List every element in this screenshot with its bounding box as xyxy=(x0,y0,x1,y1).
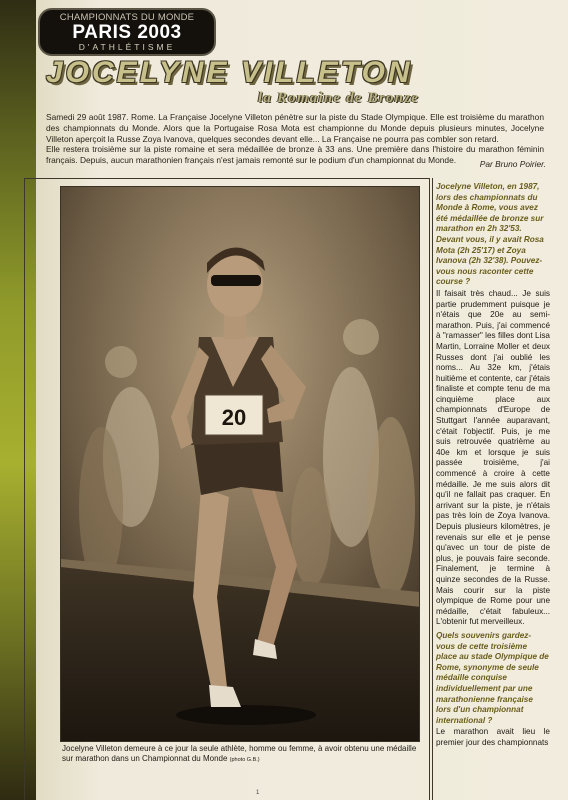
runner-photo xyxy=(60,186,420,742)
logo-top-text: CHAMPIONNATS DU MONDE xyxy=(59,12,195,23)
caption-credit: (photo G.B.) xyxy=(229,757,260,764)
column-divider xyxy=(432,178,433,800)
article-subtitle: la Romaine de Bronze xyxy=(258,90,420,106)
intro-paragraph xyxy=(46,112,544,166)
article-title: JOCELYNE VILLETON xyxy=(46,56,413,89)
championship-logo xyxy=(38,8,216,56)
answer-2: Le marathon avait lieu le premier jour des championnats xyxy=(436,727,550,747)
photo-caption xyxy=(62,744,422,766)
intro-text-1: Samedi 29 août 1987. Rome. La Française Jocelyne Villeton pénètre sur la piste du Stade Olympique. Elle est troisième du marathon des championnats du Monde. Alors que la Portugaise Rosa Mota est championne du Monde depuis plusieurs minutes, Jocelyne Villeton aperçoit la Russe Zoya Ivanova, quelques secondes devant elle... La Française ne pourra pas combler son retard. xyxy=(46,112,544,144)
question-2: Quels souvenirs gardez-vous de cette troisième place au stade Olympique de Rome, synonyme de seule médaille conquise individuellement par une marathonienne française lors d'un championnat international ? xyxy=(436,630,549,725)
page-number: 1 xyxy=(256,790,260,796)
logo-sub-text: D'ATHLÉTISME xyxy=(78,42,176,52)
question-1: Jocelyne Villeton, en 1987, lors des championnats du Monde à Rome, vous avez été médaillée de bronze sur marathon en 2h 32'53. Devant vous, il y avait Rosa Mota (2h 25'17) et Zoya Ivanova (2h 32'38). Pouvez-vous nous raconter cette course ? xyxy=(436,182,544,287)
caption-text: Jocelyne Villeton demeure à ce jour la seule athlète, homme ou femme, à avoir obtenu une médaille sur marathon dans un Championnat du Monde xyxy=(62,744,417,764)
interview-column xyxy=(436,182,550,751)
logo-main-text: PARIS 2003 xyxy=(72,22,182,43)
byline: Par Bruno Poirier. xyxy=(479,159,546,169)
bib-number: 20 xyxy=(221,405,247,430)
intro-text-2: Elle restera troisième sur la piste romaine et sera médaillée de bronze à 33 ans. Une première dans l'histoire du marathon féminin français. Depuis, aucun marathonien français n'est jamais remonté sur le podium d'un championnat du Monde. xyxy=(46,144,544,166)
answer-1: Il faisait très chaud... Je suis partie prudemment puisque je n'étais que 20e au semi-marathon. Puis, j'ai commencé à "ramasser" les filles dont Lisa Martin, Lorraine Moller et deux Russes dont j'ai oublié les noms... Au 32e km, j'étais huitième et contente, car j'étais finaliste et compte tenu de ma cinquième place aux championnats d'Europe de Stuttgart l'année auparavant, c'était l'objectif. Puis, je me suis retrouvée quatrième au 40e km et lorsque je suis passée troisième, j'ai commencé à croire à cette médaille. Je me suis alors dit qu'il ne fallait pas craquer. En arrivant sur la piste, je n'étais pas très loin de Zoya Ivanova. Depuis plusieurs kilomètres, je revenais sur elle et je pense qu'avec un tour de piste de plus, je pouvais faire seconde. Finalement, je termine à quinze secondes de la Russe. Mais courir sur la piste olympique de Rome pour une médaille, c'était fabuleux... L'obtenir fut merveilleux. xyxy=(436,288,550,627)
